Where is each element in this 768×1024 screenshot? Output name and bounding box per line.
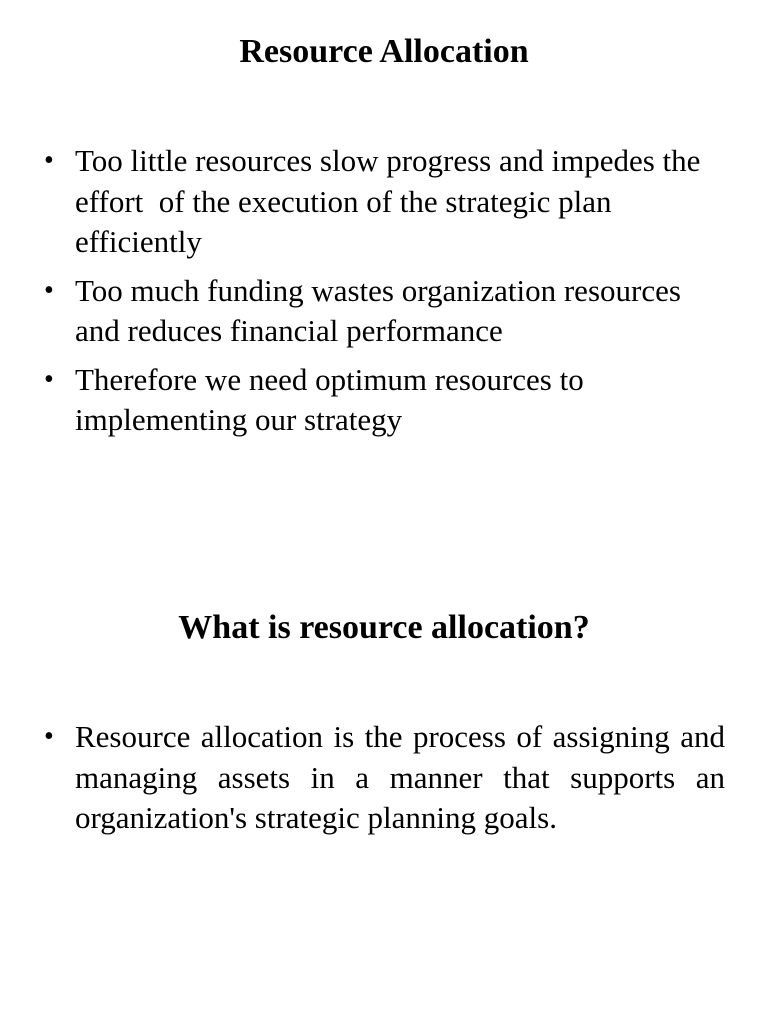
bullet-item [44,360,725,441]
bullet-text: Too little resources slow progress and impedes the effort of the execution of the strategic plan efficiently [75,143,709,259]
slide-title: Resource Allocation [239,33,529,70]
bullet-text: Resource allocation is the process of assigning and managing assets in a manner that supports an organization's strategic planning goals. [75,719,725,835]
bullet-item [44,717,725,839]
bullet-item [44,141,725,263]
bullet-marker: • [44,363,54,395]
bullet-list [44,717,725,847]
bullet-marker: • [44,145,54,176]
bullet-text: Too much funding wastes organization resources and reduces financial performance [75,272,681,348]
bullet-list [44,141,725,449]
bullet-marker: • [44,274,54,306]
bullet-text: Therefore we need optimum resources to implementing our strategy [75,361,584,437]
bullet-marker: • [44,721,54,752]
slide-title: What is resource allocation? [178,609,590,646]
bullet-item [44,271,725,352]
